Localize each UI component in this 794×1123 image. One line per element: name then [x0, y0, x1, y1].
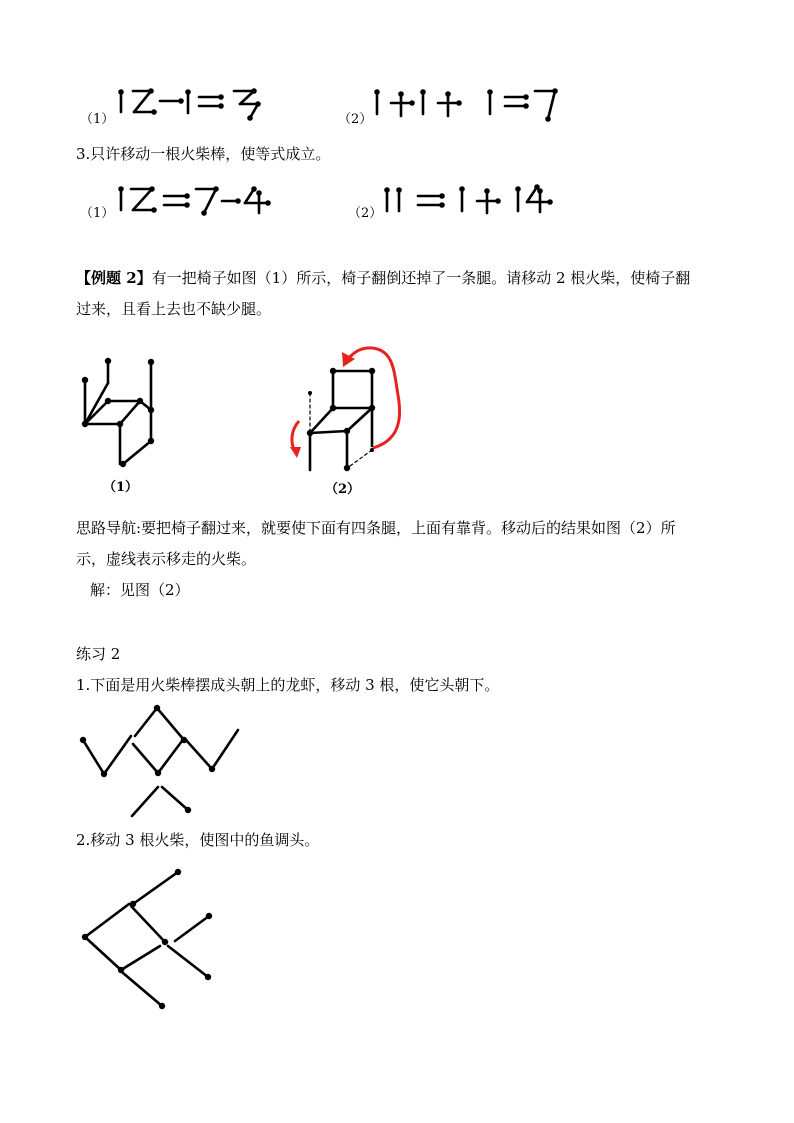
fig1-label: （1） — [103, 480, 139, 495]
q3-eq2-label: （2） — [348, 206, 383, 221]
eq1-label: （1） — [80, 112, 115, 127]
example2-text-line2: 过来，且看上去也不缺少腿。 — [76, 300, 272, 318]
practice2-q2: 2.移动 3 根火柴，使图中的鱼调头。 — [76, 831, 320, 849]
q3-eq1-label: （1） — [80, 206, 115, 221]
example2-text-line1: 有一把椅子如图（1）所示，椅子翻倒还掉了一条腿。请移动 2 根火柴，使椅子翻 — [151, 269, 691, 287]
solution-text: 解：见图（2） — [90, 581, 190, 599]
hint-line1: 思路导航:要把椅子翻过来，就要使下面有四条腿，上面有靠背。移动后的结果如图（2）所 — [76, 519, 676, 537]
example2-heading: 【例题 2】 — [76, 269, 152, 287]
fig2-label: （2） — [325, 482, 361, 497]
eq2-label: （2） — [338, 112, 373, 127]
hint-line2: 示，虚线表示移走的火柴。 — [76, 550, 257, 568]
practice2-title: 练习 2 — [76, 645, 121, 663]
q3-text: 3.只许移动一根火柴棒，使等式成立。 — [76, 145, 331, 163]
practice2-q1: 1.下面是用火柴棒摆成头朝上的龙虾，移动 3 根，使它头朝下。 — [76, 676, 500, 694]
